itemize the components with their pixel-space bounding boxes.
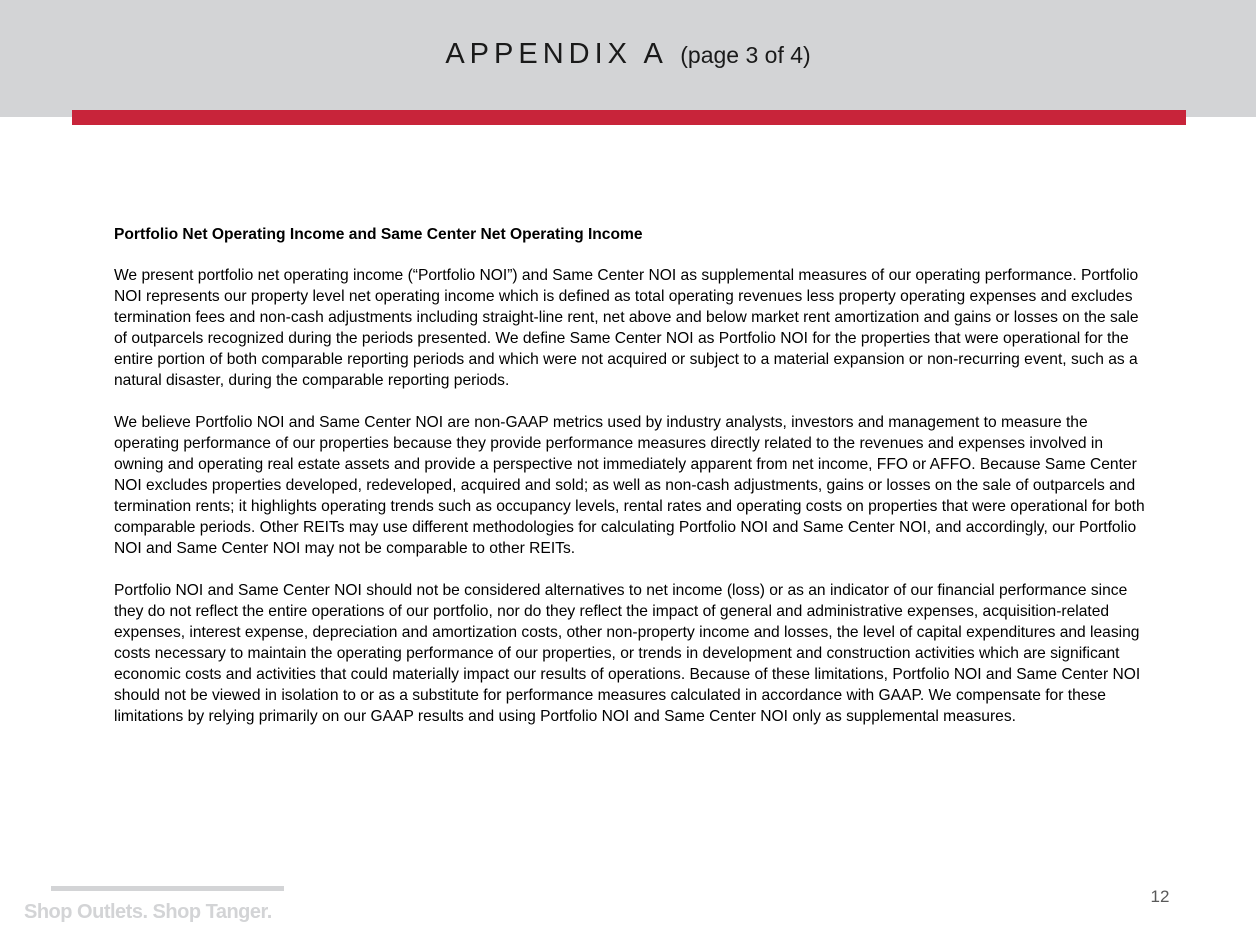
footer-tagline: Shop Outlets. Shop Tanger. [24, 901, 272, 923]
appendix-title: APPENDIX A [445, 38, 668, 70]
appendix-page-indicator: (page 3 of 4) [680, 42, 811, 68]
page-number: 12 [1150, 887, 1170, 906]
document-body [114, 224, 1150, 748]
footer-divider [51, 886, 284, 891]
section-heading: Portfolio Net Operating Income and Same Center Net Operating Income [114, 226, 643, 243]
paragraph-definition: We present portfolio net operating income (“Portfolio NOI”) and Same Center NOI as supplemental measures of our operating performance. Portfolio NOI represents our property level net operating income which is defined as total operating revenues less property operating expenses and excludes termination fees and non-cash adjustments including straight-line rent, net above and below market rent amortization and gains or losses on the sale of outparcels recognized during the periods presented. We define Same Center NOI as Portfolio NOI for the properties that were operational for the entire portion of both comparable reporting periods and which were not acquired or subject to a material expansion or non-recurring event, such as a natural disaster, during the comparable reporting periods. [114, 267, 1139, 389]
paragraph-limitations: Portfolio NOI and Same Center NOI should not be considered alternatives to net income (loss) or as an indicator of our financial performance since they do not reflect the entire operations of our portfolio, nor do they reflect the impact of general and administrative expenses, acquisition-related expenses, interest expense, depreciation and amortization costs, other non-property income and losses, the level of capital expenditures and leasing costs necessary to maintain the operating performance of our properties, or trends in development and construction activities which are significant economic costs and activities that could materially impact our results of operations. Because of these limitations, Portfolio NOI and Same Center NOI should not be viewed in isolation to or as a substitute for performance measures calculated in accordance with GAAP. We compensate for these limitations by relying primarily on our GAAP results and using Portfolio NOI and Same Center NOI only as supplemental measures. [114, 582, 1141, 725]
accent-bar [72, 110, 1186, 125]
page-title [0, 38, 1256, 71]
paragraph-rationale: We believe Portfolio NOI and Same Center NOI are non-GAAP metrics used by industry analysts, investors and management to measure the operating performance of our properties because they provide performance measures directly related to the revenues and expenses involved in owning and operating real estate assets and provide a perspective not immediately apparent from net income, FFO or AFFO. Because Same Center NOI excludes properties developed, redeveloped, acquired and sold; as well as non-cash adjustments, gains or losses on the sale of outparcels and termination rents; it highlights operating trends such as occupancy levels, rental rates and operating costs on properties that were operational for both comparable periods. Other REITs may use different methodologies for calculating Portfolio NOI and Same Center NOI, and accordingly, our Portfolio NOI and Same Center NOI may not be comparable to other REITs. [114, 414, 1145, 557]
